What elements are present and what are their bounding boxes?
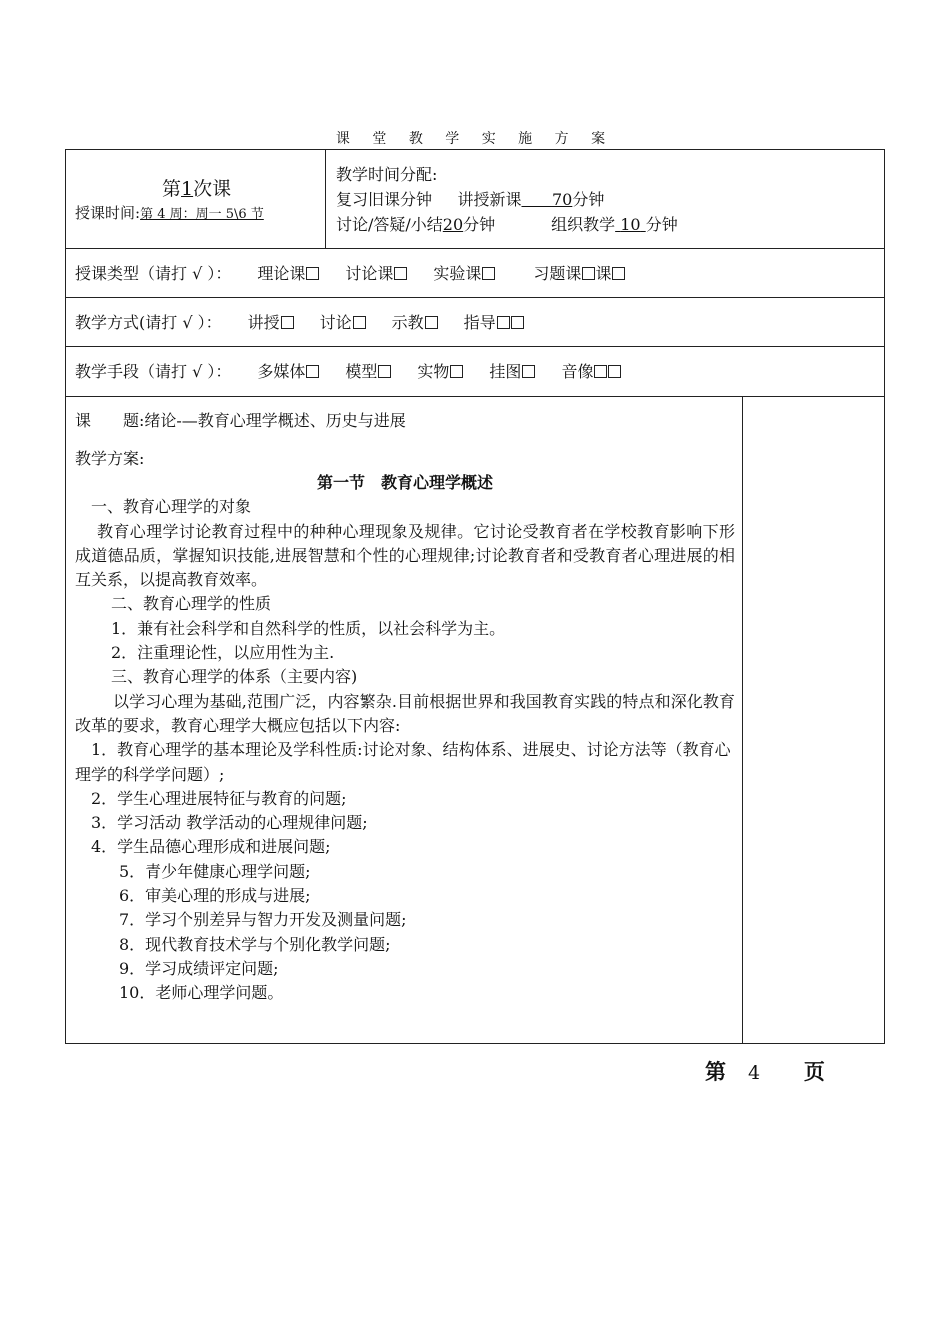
paragraph-object: 教育心理学讨论教育过程中的种种心理现象及规律。它讨论受教育者在学校教育影响下形成道德品质，掌握知识技能,进展智慧和个性的心理规律;讨论教育者和受教育者心理进展的相互关系，以提高教育效率。 <box>75 521 735 590</box>
course-type-exercise[interactable]: 习题课 课 <box>533 261 625 284</box>
checkbox-icon[interactable] <box>306 365 319 378</box>
minutes-unit: 分钟 <box>572 190 605 209</box>
means-wallchart[interactable]: 挂图 <box>489 359 535 382</box>
lesson-time-label: 授课时间: <box>75 204 141 222</box>
plan-label: 教学方案: <box>75 449 145 468</box>
checkbox-icon[interactable] <box>306 267 319 280</box>
lesson-info-cell <box>66 150 326 248</box>
course-type-discussion[interactable]: 讨论课 <box>345 261 407 284</box>
teaching-means-line <box>75 359 621 382</box>
checkbox-icon[interactable] <box>482 267 495 280</box>
teaching-method-label: 教学方式(请打 √ ）： <box>75 313 222 332</box>
checkbox-icon[interactable] <box>281 316 294 329</box>
checkbox-icon[interactable] <box>608 365 621 378</box>
content-item-1: 1．教育心理学的基本理论及学科性质:讨论对象、结构体系、进展史、讨论方法等（教育心理学的科学学问题）; <box>75 740 731 784</box>
content-item-5: 5．青少年健康心理学问题; <box>119 861 311 881</box>
lesson-time-value: 第 4 周：周一 5\6 节 <box>140 207 264 222</box>
checkbox-icon[interactable] <box>522 365 535 378</box>
topic-line: 课 题:绪论-—教育心理学概述、历史与进展 <box>75 411 406 430</box>
content-item-2: 2．学生心理进展特征与教育的问题; <box>91 788 347 808</box>
lesson-plan-table <box>65 149 885 1044</box>
method-discussion[interactable]: 讨论 <box>320 310 366 333</box>
paragraph-system: 以学习心理为基础,范围广泛，内容繁杂.目前根据世界和我国教育实践的特点和深化教育改革的要求，教育心理学大概应包括以下内容: <box>75 691 735 735</box>
means-object[interactable]: 实物 <box>417 359 463 382</box>
checkbox-icon[interactable] <box>511 316 524 329</box>
means-model[interactable]: 模型 <box>345 359 391 382</box>
checkbox-icon[interactable] <box>450 365 463 378</box>
checkbox-icon[interactable] <box>612 267 625 280</box>
page-number <box>705 1056 825 1086</box>
checkbox-icon[interactable] <box>582 267 595 280</box>
method-demonstration[interactable]: 示教 <box>392 310 438 333</box>
lesson-suffix: 次课 <box>193 178 232 200</box>
content-item-4: 4．学生品德心理形成和进展问题; <box>91 837 331 857</box>
checkbox-icon[interactable] <box>378 365 391 378</box>
discuss-minutes: 20 <box>442 215 464 234</box>
checkbox-icon[interactable] <box>425 316 438 329</box>
course-type-lab[interactable]: 实验课 <box>433 261 495 284</box>
allocation-line-1 <box>336 187 678 212</box>
section-title: 第一节 教育心理学概述 <box>316 473 493 492</box>
method-guidance[interactable]: 指导 <box>464 310 524 333</box>
course-type-theory[interactable]: 理论课 <box>257 261 319 284</box>
heading-nature: 二、教育心理学的性质 <box>111 594 272 614</box>
content-row <box>66 397 884 1043</box>
content-item-9: 9．学习成绩评定问题; <box>119 958 279 978</box>
course-type-label: 授课类型（请打 √ ）： <box>75 264 232 283</box>
teaching-means-row <box>66 347 884 397</box>
method-lecture[interactable]: 讲授 <box>248 310 294 333</box>
lesson-prefix: 第 <box>162 178 182 200</box>
allocation-line-2 <box>336 212 678 237</box>
content-item-6: 6．审美心理的形成与进展; <box>119 886 311 906</box>
teaching-content-cell <box>66 397 743 1043</box>
header-row <box>66 150 884 249</box>
review-label: 复习旧课分钟 <box>336 190 433 209</box>
new-lesson-label: 讲授新课 <box>457 190 522 209</box>
page-suffix: 页 <box>803 1059 825 1084</box>
heading-object: 一、教育心理学的对象 <box>91 497 252 517</box>
discuss-label: 讨论/答疑/小结 <box>336 215 443 234</box>
heading-system: 三、教育心理学的体系（主要内容) <box>111 667 358 687</box>
lesson-time-line <box>75 202 264 223</box>
checkbox-icon[interactable] <box>394 267 407 280</box>
organize-minutes: 10 <box>620 215 641 234</box>
course-type-line <box>75 261 625 284</box>
nature-item-1: 1．兼有社会科学和自然科学的性质，以社会科学为主。 <box>111 618 506 638</box>
course-type-row <box>66 249 884 298</box>
plan-content <box>75 471 735 1006</box>
means-audiovisual[interactable]: 音像 <box>561 359 621 382</box>
content-item-7: 7．学习个别差异与智力开发及测量问题; <box>119 910 407 930</box>
lesson-number-line <box>162 174 231 201</box>
document-title: 课 堂 教 学 实 施 方 案 <box>335 131 615 147</box>
teaching-method-line <box>75 310 524 333</box>
checkbox-icon[interactable] <box>594 365 607 378</box>
content-item-10: 10．老师心理学问题。 <box>119 983 284 1003</box>
page-prefix: 第 <box>705 1059 726 1084</box>
minutes-unit: 分钟 <box>463 215 496 234</box>
content-item-3: 3．学习活动 教学活动的心理规律问题; <box>91 813 368 833</box>
checkbox-icon[interactable] <box>497 316 510 329</box>
minutes-unit: 分钟 <box>645 215 678 234</box>
checkbox-icon[interactable] <box>353 316 366 329</box>
allocation-label: 教学时间分配: <box>336 165 438 184</box>
nature-item-2: 2．注重理论性，以应用性为主. <box>111 643 335 663</box>
means-multimedia[interactable]: 多媒体 <box>257 359 319 382</box>
content-item-8: 8．现代教育技术学与个别化教学问题; <box>119 934 391 954</box>
organize-label: 组织教学 <box>551 215 616 234</box>
lesson-number: 1 <box>181 178 194 200</box>
time-allocation-cell <box>336 162 678 237</box>
teaching-means-label: 教学手段（请打 √ ）： <box>75 362 232 381</box>
teaching-method-row <box>66 298 884 347</box>
new-lesson-minutes: 70 <box>551 190 573 209</box>
page-number-value: 4 <box>747 1062 761 1084</box>
